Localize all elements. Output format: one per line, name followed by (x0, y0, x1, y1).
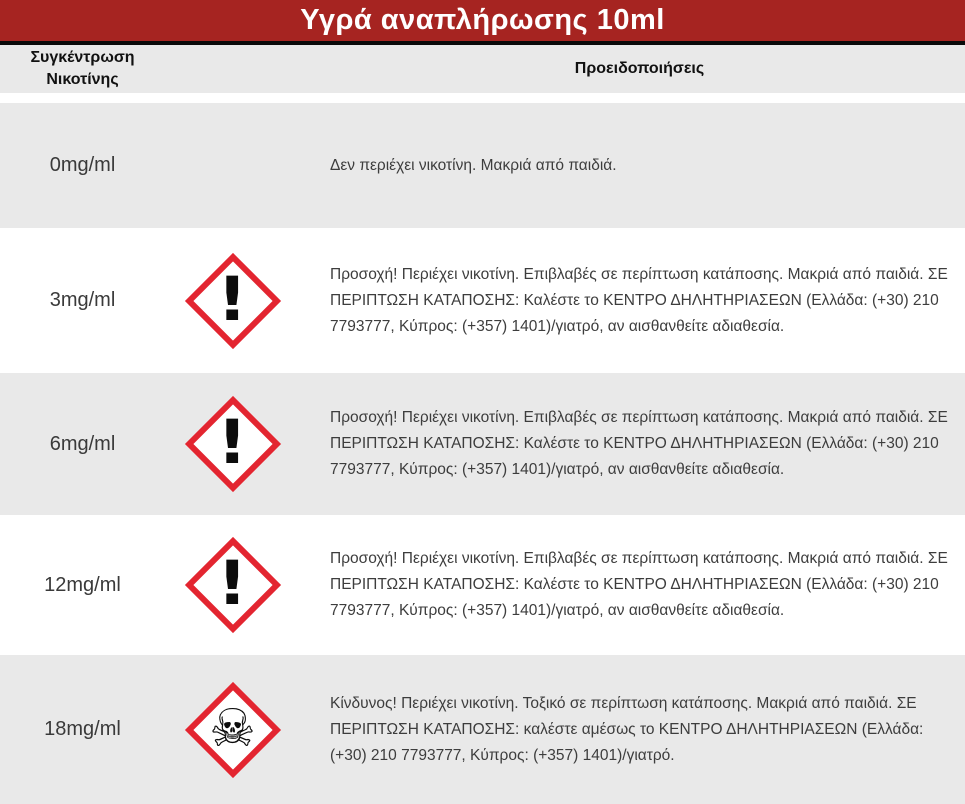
hazard-glyph: ! (217, 547, 248, 619)
concentration-label: 18mg/ml (44, 718, 121, 740)
warning-text: Προσοχή! Περιέχει νικοτίνη. Επιβλαβές σε περίπτωση κατάποσης. Μακριά από παιδιά. ΣΕ ΠΕΡΙΠΤΩΣΗ ΚΑΤΑΠΟΣΗΣ: Καλέστε το ΚΕΝΤΡΟ ΔΗΛΗΤΗΡΙΑΣΕΩΝ (Ελλάδα: (+30) 210 7793777, Κύπρος: (+357) 1401)/γιατρό, αν αισθανθείτε αδιαθεσία. (330, 409, 948, 478)
hazard-glyph: ☠ (209, 698, 256, 759)
hazard-icon-cell (165, 103, 300, 228)
concentration-cell (0, 373, 165, 515)
warning-text: Προσοχή! Περιέχει νικοτίνη. Επιβλαβές σε περίπτωση κατάποσης. Μακριά από παιδιά. ΣΕ ΠΕΡΙΠΤΩΣΗ ΚΑΤΑΠΟΣΗΣ: Καλέστε το ΚΕΝΤΡΟ ΔΗΛΗΤΗΡΙΑΣΕΩΝ (Ελλάδα: (+30) 210 7793777, Κύπρος: (+357) 1401)/γιατρό, αν αισθανθείτε αδιαθεσία. (330, 265, 948, 335)
table-row (0, 515, 965, 655)
hazard-icon-cell (165, 373, 300, 515)
ghs07-exclamation-icon (185, 537, 281, 633)
warning-cell (300, 515, 965, 655)
warnings-column-header: Προειδοποιήσεις (574, 60, 705, 77)
hazard-icon-cell (165, 515, 300, 655)
warning-cell (300, 373, 965, 515)
concentration-label: 3mg/ml (49, 289, 116, 311)
concentration-cell (0, 655, 165, 804)
table-row (0, 103, 965, 228)
concentration-label: 0mg/ml (49, 154, 116, 176)
warning-text: Δεν περιέχει νικοτίνη. Μακριά από παιδιά. (330, 156, 617, 174)
concentration-cell (0, 103, 165, 228)
warning-text: Κίνδυνος! Περιέχει νικοτίνη. Τοξικό σε περίπτωση κατάποσης. Μακριά από παιδιά. ΣΕ ΠΕΡΙΠΤΩΣΗ ΚΑΤΑΠΟΣΗΣ: καλέστε αμέσως το ΚΕΝΤΡΟ ΔΗΛΗΤΗΡΙΑΣΕΩΝ (Ελλάδα: (+30) 210 7793777, Κύπρος: (+357) 1401)/γιατρό. (330, 694, 924, 764)
ghs07-exclamation-icon (185, 396, 281, 492)
table-body (0, 103, 965, 804)
concentration-column-header: Συγκέντρωση Νικοτίνης (30, 49, 135, 88)
concentration-cell (0, 515, 165, 655)
hazard-glyph: ! (217, 262, 248, 335)
header-body-gap (0, 93, 965, 103)
concentration-label: 12mg/ml (44, 573, 121, 596)
title-bar (0, 0, 965, 41)
page-title: Υγρά αναπλήρωσης 10ml (300, 4, 665, 36)
warning-text: Προσοχή! Περιέχει νικοτίνη. Επιβλαβές σε περίπτωση κατάποσης. Μακριά από παιδιά. ΣΕ ΠΕΡΙΠΤΩΣΗ ΚΑΤΑΠΟΣΗΣ: Καλέστε το ΚΕΝΤΡΟ ΔΗΛΗΤΗΡΙΑΣΕΩΝ (Ελλάδα: (+30) 210 7793777, Κύπρος: (+357) 1401)/γιατρό, αν αισθανθείτε αδιαθεσία. (330, 550, 948, 619)
warning-cell (300, 228, 965, 373)
hazard-icon-cell (165, 228, 300, 373)
warning-cell (300, 655, 965, 804)
concentration-label: 6mg/ml (49, 432, 116, 455)
ghs06-skull-crossbones-icon (185, 682, 281, 778)
hazard-glyph: ! (217, 406, 248, 478)
table-header-row (0, 45, 965, 93)
warning-cell (300, 103, 965, 228)
table-row (0, 373, 965, 515)
table-row (0, 228, 965, 373)
ghs07-exclamation-icon (185, 253, 281, 349)
table-row (0, 655, 965, 804)
concentration-cell (0, 228, 165, 373)
header-cell-concentration (0, 47, 165, 91)
hazard-icon-cell (165, 655, 300, 804)
header-cell-warnings (300, 58, 965, 80)
